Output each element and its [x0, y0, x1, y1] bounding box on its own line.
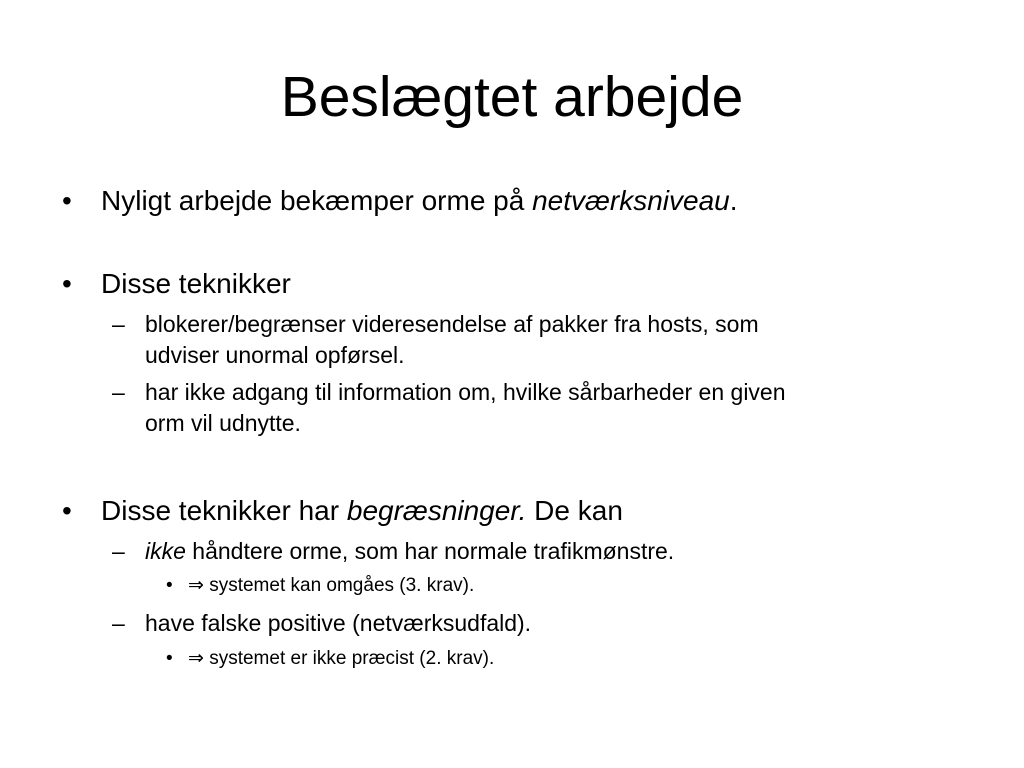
bullet-icon: •: [62, 268, 72, 299]
sub-adgang-line1: har ikke adgang til information om, hvilke sårbarheder en given: [145, 379, 786, 405]
bullet-icon: •: [62, 185, 72, 216]
sub-blokerer-line1: blokerer/begrænser videresendelse af pakker fra hosts, som: [145, 311, 759, 337]
bullet-icon: •: [62, 495, 72, 526]
point-omgaaes: ⇒ systemet kan omgåes (3. krav).: [188, 575, 475, 596]
dash-icon: –: [112, 610, 125, 636]
sub-ikke-haandtere: ikke håndtere orme, som har normale trafikmønstre.: [145, 538, 675, 564]
sub-blokerer-line2: udviser unormal opførsel.: [145, 342, 405, 368]
slide-title: Beslægtet arbejde: [280, 65, 744, 129]
bullet-netvaerk: Nyligt arbejde bekæmper orme på netværksniveau.: [101, 185, 738, 216]
point-praecist: ⇒ systemet er ikke præcist (2. krav).: [188, 648, 495, 669]
dash-icon: –: [112, 311, 125, 337]
bullet-begraensninger: Disse teknikker har begræsninger. De kan: [101, 495, 623, 526]
dash-icon: –: [112, 538, 125, 564]
sub-adgang-line2: orm vil udnytte.: [145, 410, 301, 436]
bullet-icon: •: [166, 648, 173, 669]
implies-arrow-icon: ⇒: [188, 648, 204, 669]
bullet-teknikker: Disse teknikker: [101, 268, 291, 299]
dash-icon: –: [112, 379, 125, 405]
implies-arrow-icon: ⇒: [188, 575, 204, 596]
sub-falske-positive: have falske positive (netværksudfald).: [145, 610, 532, 636]
bullet-icon: •: [166, 575, 173, 596]
